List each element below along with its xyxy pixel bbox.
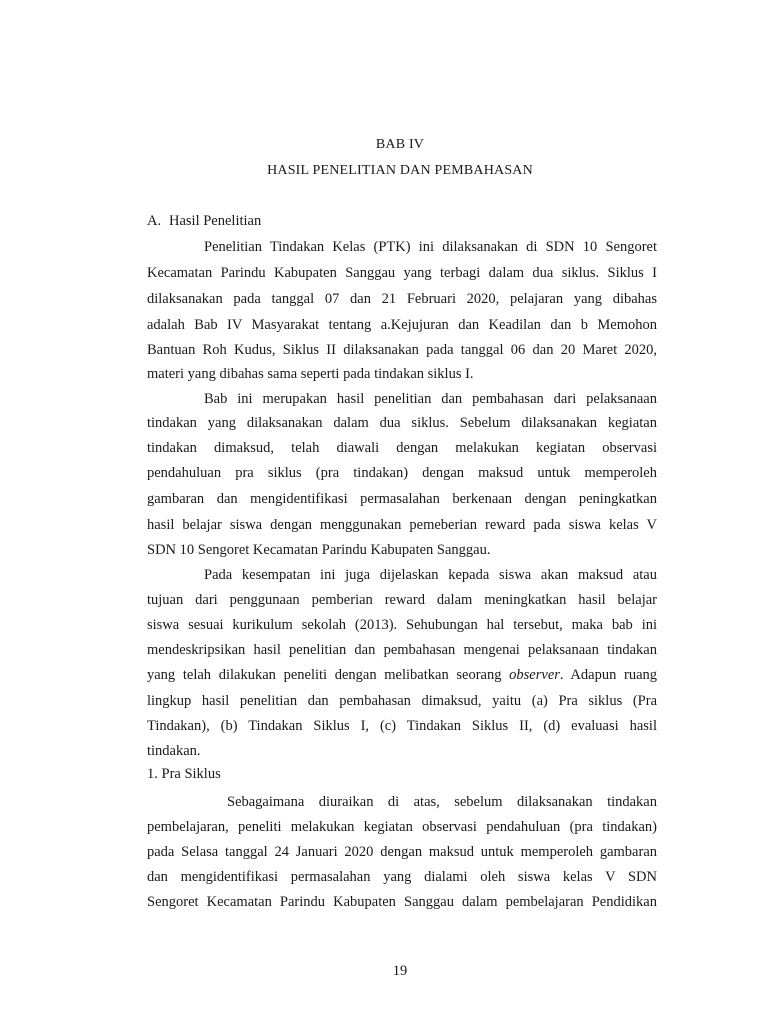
chapter-title: HASIL PENELITIAN DAN PEMBAHASAN — [267, 163, 533, 178]
paragraph-line: Bab ini merupakan hasil penelitian dan pembahasan dari pelaksanaan — [204, 391, 657, 407]
paragraph-line: lingkup hasil penelitian dan pembahasan dimaksud, yaitu (a) Pra siklus (Pra — [147, 693, 657, 709]
paragraph-line: Tindakan), (b) Tindakan Siklus I, (c) Tindakan Siklus II, (d) evaluasi hasil — [147, 718, 657, 734]
paragraph-line: tindakan. — [147, 743, 201, 759]
paragraph-line: hasil belajar siswa dengan menggunakan pemeberian reward pada siswa kelas V — [147, 517, 657, 533]
paragraph-line: tindakan yang dilaksanakan dalam dua siklus. Sebelum dilaksanakan kegiatan — [147, 415, 657, 431]
section-heading — [147, 213, 261, 230]
paragraph-line: siswa sesuai kurikulum sekolah (2013). Sehubungan hal tersebut, maka bab ini — [147, 617, 657, 633]
paragraph-text: . Adapun ruang — [559, 667, 658, 683]
paragraph-line: Pada kesempatan ini juga dijelaskan kepada siswa akan maksud atau — [204, 567, 657, 583]
paragraph-text: yang telah dilakukan peneliti dengan melibatkan seorang — [147, 667, 502, 683]
paragraph-line: adalah Bab IV Masyarakat tentang a.Kejujuran dan Keadilan dan b Memohon — [147, 317, 657, 333]
paragraph-line: gambaran dan mengidentifikasi permasalahan berkenaan dengan peningkatkan — [147, 491, 657, 507]
paragraph-line: Bantuan Roh Kudus, Siklus II dilaksanakan pada tanggal 06 dan 20 Maret 2020, — [147, 342, 657, 358]
chapter-heading: BAB IV — [375, 137, 425, 152]
paragraph-line: dilaksanakan pada tanggal 07 dan 21 Februari 2020, pelajaran yang dibahas — [147, 291, 657, 307]
paragraph-line: Penelitian Tindakan Kelas (PTK) ini dilaksanakan di SDN 10 Sengoret — [204, 239, 657, 255]
paragraph-line: Kecamatan Parindu Kabupaten Sanggau yang terbagi dalam dua siklus. Siklus I — [147, 265, 657, 281]
paragraph-line: pembelajaran, peneliti melakukan kegiatan observasi pendahuluan (pra tindakan) — [147, 819, 657, 835]
italic-term: observer — [509, 667, 560, 683]
page-number: 19 — [392, 963, 408, 979]
subsection-heading: 1. Pra Siklus — [147, 766, 221, 782]
paragraph-line: Sebagaimana diuraikan di atas, sebelum dilaksanakan tindakan — [227, 794, 657, 810]
paragraph-line: pendahuluan pra siklus (pra tindakan) dengan maksud untuk memperoleh — [147, 465, 657, 481]
paragraph-line: dan mengidentifikasi permasalahan yang dialami oleh siswa kelas V SDN — [147, 869, 657, 885]
paragraph-line: materi yang dibahas sama seperti pada tindakan siklus I. — [147, 366, 474, 382]
paragraph-line: SDN 10 Sengoret Kecamatan Parindu Kabupaten Sanggau. — [147, 542, 491, 558]
paragraph-line: tujuan dari penggunaan pemberian reward dalam meningkatkan hasil belajar — [147, 592, 657, 608]
paragraph-line — [147, 665, 657, 685]
paragraph-line: Sengoret Kecamatan Parindu Kabupaten Sanggau dalam pembelajaran Pendidikan — [147, 894, 657, 910]
section-label: Hasil Penelitian — [169, 213, 262, 229]
paragraph-line: tindakan dimaksud, telah diawali dengan melakukan kegiatan observasi — [147, 440, 657, 456]
section-letter: A. — [147, 213, 162, 229]
paragraph-line: pada Selasa tanggal 24 Januari 2020 dengan maksud untuk memperoleh gambaran — [147, 844, 657, 860]
paragraph-line: mendeskripsikan hasil penelitian dan pembahasan mengenai pelaksanaan tindakan — [147, 642, 657, 658]
